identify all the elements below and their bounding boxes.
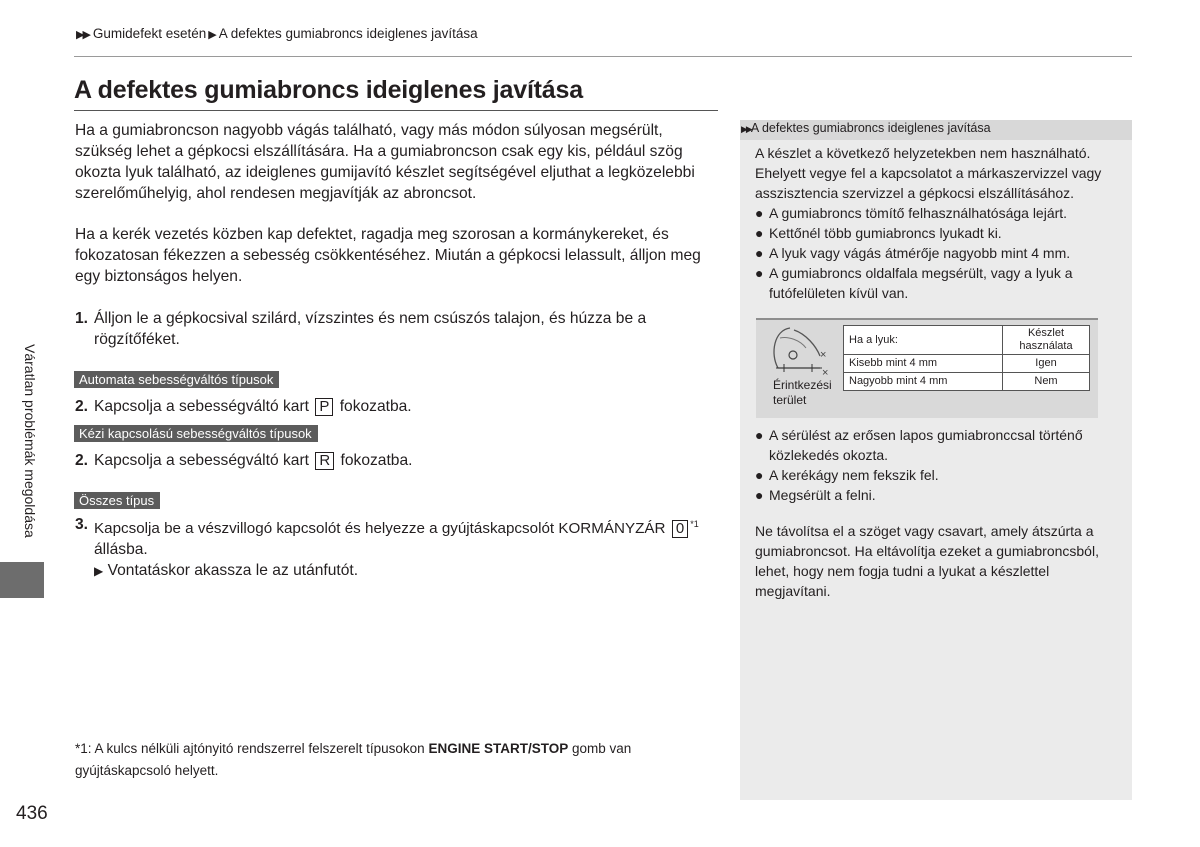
list-item [755,223,1105,243]
footnote [75,738,715,782]
bullet-icon: ● [755,265,764,281]
table-header-cell [1003,326,1090,355]
chapter-tab-marker [0,562,44,598]
text-line: gumiabroncsot. Ha eltávolítja ezeket a gumiabroncsból, [755,543,1099,559]
sidebar-header-text: A defektes gumiabroncs ideiglenes javítása [750,121,991,135]
step-number: 1. [75,310,89,327]
breadcrumb-level1[interactable]: Gumidefekt esetén [92,26,207,41]
list-item [755,465,1105,485]
sub-note: Vontatáskor akassza le az utánfutót. [107,562,359,580]
step-text: rögzítőféket. [94,331,180,348]
text-line: Ehelyett vegye fel a kapcsolatot a márkaszervizzel vagy [755,165,1102,181]
table-header-cell: Ha a lyuk: [844,326,1003,355]
page-title: A defektes gumiabroncs ideiglenes javítása [74,76,583,104]
label-line: terület [773,393,807,407]
page-number: 436 [16,803,48,824]
step-number: 2. [75,398,89,415]
list-item-text: Megsérült a felni. [769,487,876,503]
repair-kit-table [843,325,1090,391]
step-3 [75,514,725,582]
list-item-text: A gumiabroncs tömítő felhasználhatósága lejárt. [769,205,1068,221]
section-tag-manual: Kézi kapcsolású sebességváltós típusok [74,425,318,442]
step-text: Álljon le a gépkocsival szilárd, vízszintes és nem csúszós talajon, és húzza be a [94,310,647,327]
bullet-icon: ● [755,467,764,483]
arrow-icon: ▶ [94,564,104,579]
contact-area-label [773,378,832,408]
sidebar-header [741,121,991,135]
arrow-icon: ▶ [208,29,215,41]
text-line: A készlet a következő helyzetekben nem használható. [755,145,1091,161]
list-item-text: közlekedés okozta. [769,447,889,463]
step-text: fokozatba. [340,452,413,469]
bullet-icon: ● [755,205,764,221]
header-line: Készlet [1027,327,1065,339]
list-item [755,485,1105,505]
text-line: okozta lyuk található, az ideiglenes gumijavító készlet segítségével eljuthat a legközelebbi [75,164,695,181]
step-text: Kapcsolja a sebességváltó kart [94,452,309,469]
bullet-icon: ● [755,487,764,503]
intro-paragraph-2 [75,224,720,287]
svg-text:×: × [820,349,827,361]
text-line: Ha a gumiabroncson nagyobb vágás található, vagy más módon súlyosan megsérült, [75,122,663,139]
footnote-ref: *1 [690,519,699,529]
text-line: fokozatosan fékezzen a sebesség csökkentéséhez. Miután a gépkocsi lelassult, álljon meg [75,247,701,264]
list-item-text: Kettőnél több gumiabroncs lyukadt ki. [769,225,1002,241]
text-line: Ne távolítsa el a szöget vagy csavart, amely átszúrta a [755,523,1094,539]
list-item-text: A sérülést az erősen lapos gumiabronccsal történő [769,427,1083,443]
text-line: Ha a kerék vezetés közben kap defektet, ragadja meg szorosan a kormánykereket, és [75,226,669,243]
step-2-manual [75,450,715,471]
chapter-side-label: Váratlan problémák megoldása [22,344,38,538]
footnote-text: *1: A kulcs nélküli ajtónyitó rendszerrel felszerelt típusokon [75,741,425,756]
title-divider [74,110,718,111]
table-cell: Nagyobb mint 4 mm [844,373,1003,391]
list-item-text: A lyuk vagy vágás átmérője nagyobb mint 4 mm. [769,245,1071,261]
gear-key-r: R [315,452,334,470]
step-2-automatic [75,396,715,417]
table-row [844,373,1090,391]
tire-contact-area-icon [760,324,840,384]
step-text: állásba. [94,541,148,559]
sidebar-closing-note [755,521,1115,601]
text-line: egy biztonságos helyen. [75,268,243,285]
section-tag-all-types: Összes típus [74,492,160,509]
footnote-bold: ENGINE START/STOP [428,741,569,756]
bullet-icon: ● [755,225,764,241]
step-number: 3. [75,516,89,533]
footnote-text: gyújtáskapcsoló helyett. [75,763,219,778]
list-item-text: futófelületen kívül van. [769,285,909,301]
svg-text:×: × [822,367,829,379]
text-line: szerelőműhelyig, ahol rendesen megjavítják az abroncsot. [75,185,477,202]
bullet-icon: ● [755,245,764,261]
table-cell: Kisebb mint 4 mm [844,355,1003,373]
double-arrow-icon: ▶▶ [76,29,89,41]
double-arrow-icon: ▶▶ [741,124,751,134]
table-row [844,355,1090,373]
text-line: szükség lehet a gépkocsi elszállítására. Ha a gumiabroncson csak egy kis, például szög [75,143,683,160]
step-text: fokozatba. [339,398,412,415]
section-tag-automatic: Automata sebességváltós típusok [74,371,279,388]
table-cell: Igen [1003,355,1090,373]
bullet-icon: ● [755,427,764,443]
header-line: használata [1019,340,1073,352]
intro-paragraph-1 [75,120,720,204]
text-line: lehet, hogy nem fogja tudni a lyukat a készlettel [755,563,1050,579]
label-line: Érintkezési [773,378,832,392]
ignition-key-0: 0 [672,520,688,538]
list-item [755,425,1105,465]
step-text: Kapcsolja a sebességváltó kart [94,398,309,415]
list-item [755,243,1105,263]
step-text: Kapcsolja be a vészvillogó kapcsolót és helyezze a gyújtáskapcsolót KORMÁNYZÁR [94,520,666,538]
list-item-text: A kerékágy nem fekszik fel. [769,467,939,483]
step-1 [75,308,715,350]
step-number: 2. [75,452,89,469]
sidebar-intro [755,143,1115,203]
footnote-text: gomb van [572,741,632,756]
table-cell: Nem [1003,373,1090,391]
list-item [755,203,1105,223]
text-line: asszisztencia szervizzel a gépkocsi elszállításához. [755,185,1075,201]
breadcrumb-level2[interactable]: A defektes gumiabroncs ideiglenes javítása [218,26,478,41]
list-item-text: A gumiabroncs oldalfala megsérült, vagy a lyuk a [769,265,1073,281]
header-divider [74,56,1132,57]
gear-key-p: P [315,398,333,416]
list-item [755,263,1105,303]
table-header-row [844,326,1090,355]
text-line: megjavítani. [755,583,831,599]
breadcrumb [76,26,478,41]
